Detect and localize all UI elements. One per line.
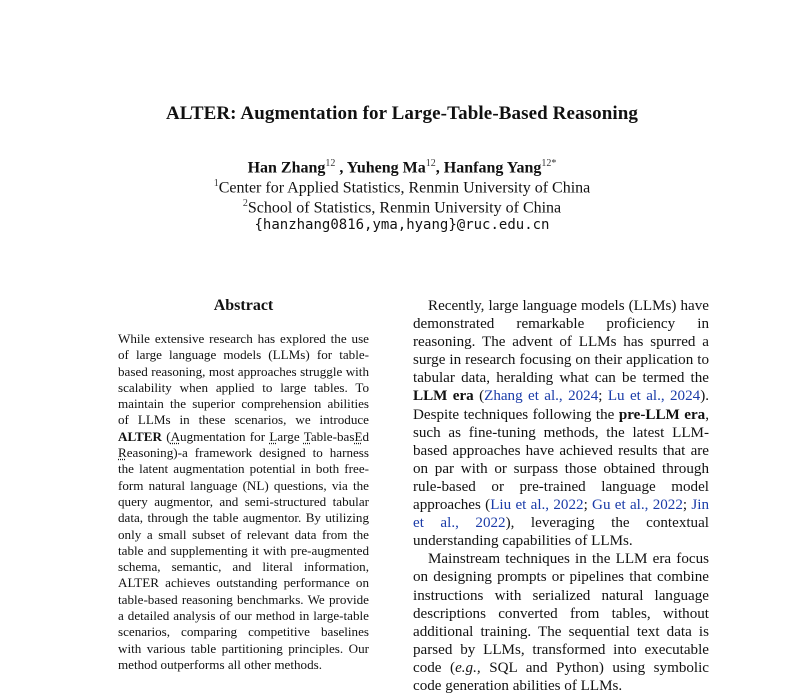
author-separator: ,	[435, 159, 444, 177]
acronym-text: ugmentation for	[180, 428, 270, 444]
intro-paragraph: Recently, large language models (LLMs) have demonstrated remarkable proficiency in reasoning. The advent of LLMs has spurred a surge in research focusing on their application to tabular data, heralding what can be termed the LLM era (Zhang et al., 2024; Lu et al., 2024). Despite techniques following the pre-LLM era, such as fine-tuning methods, the latest LLM-based approaches have achieved results that are on par with or surpass those obtained through rule-based or pre-trained language model approaches (Liu et al., 2022; Gu et al., 2022; Jin et al., 2022), leveraging the contextual understanding capabilities of LLMs.	[413, 298, 710, 550]
body-text: SQL and Python) using symbolic code generation abilities of LLMs.	[413, 659, 710, 694]
abstract-body	[118, 331, 369, 673]
author-affiliation-marker: 12*	[541, 158, 557, 169]
acronym-text: arge	[277, 428, 304, 444]
abstract-text: )-a framework designed to harness the latent augmentation potential in both free-form natural language (NL) questions, via the query augmentor, and semi-structured tabular data, through the table augmentor. By utilizing only a small subset of relevant data from the table and supplementing it with pre-augmented schema, semantic, and literal information, ALTER achieves outstanding performance on table-based reasoning benchmarks. We provide a detailed analysis of our method in large-table scenarios, comparing competitive baselines with various table partitioning principles. Our method outperforms all other methods.	[118, 445, 369, 672]
citation-link[interactable]: Zhang et al., 2024	[484, 388, 599, 405]
abstract-heading: Abstract	[213, 297, 274, 314]
affiliation-marker: 1	[213, 178, 219, 189]
introduction-body	[413, 297, 709, 695]
method-name: ALTER	[118, 428, 162, 444]
body-text: Mainstream techniques in the LLM era focus on designing prompts or pipelines that combine instructions with serialized natural language descriptions converted from tables, without additional training. The sequential text data is parsed by LLMs, transformed into executable code (	[413, 551, 709, 676]
affiliation-text: Center for Applied Statistics, Renmin University of China	[218, 179, 591, 197]
bold-term: pre-LLM era	[618, 406, 706, 423]
intro-paragraph	[413, 550, 709, 695]
acronym-letter: T	[303, 428, 311, 444]
italic-abbrev: e.g.,	[455, 659, 481, 676]
acronym-text: easoning	[126, 445, 174, 461]
author-name: Han Zhang	[247, 159, 326, 177]
bold-term: LLM era	[413, 388, 474, 405]
citation-link[interactable]: Lu et al., 2024	[607, 388, 701, 405]
author-affiliation-marker: 12	[325, 158, 336, 169]
citation-link[interactable]: Jin et al., 2022	[413, 497, 709, 532]
author-name: Yuheng Ma	[346, 159, 426, 177]
author-email[interactable]: {hanzhang0816,yma,hyang}@ruc.edu.cn	[254, 217, 550, 233]
citation-link[interactable]: Gu et al., 2022	[592, 497, 683, 514]
citation-bracket: (	[479, 388, 485, 405]
author-name: Hanfang Yang	[443, 159, 542, 177]
body-text: , such as fine-tuning methods, the latest LLM-based approaches have achieved results that are on par with or surpass those obtained through rule-based or pre-trained language model approaches (	[413, 406, 709, 514]
abstract-text: (	[161, 428, 171, 444]
author-separator: ,	[335, 159, 347, 177]
author-list	[0, 158, 804, 177]
affiliation-text: School of Statistics, Renmin University of China	[247, 199, 562, 217]
body-text: Recently, large language models (LLMs) have demonstrated remarkable proficiency in reasoning. The advent of LLMs has spurred a surge in research focusing on their application to tabular data, heralding what can be termed the	[413, 298, 709, 387]
acronym-text: able-bas	[310, 428, 355, 444]
acronym-letter: L	[269, 428, 278, 444]
acronym-letter: R	[118, 445, 127, 461]
citation-link[interactable]: Liu et al., 2022	[490, 497, 584, 514]
abstract-text: While extensive research has explored the use of large language models (LLMs) for table-based reasoning, most approaches struggle with scalability when applied to large tables. To maintain the superior comprehension abilities of LLMs in these scenarios, we introduce	[118, 331, 369, 428]
acronym-letter: E	[354, 428, 363, 444]
affiliation-marker: 2	[242, 198, 248, 209]
affiliation-line	[0, 178, 804, 197]
author-affiliation-marker: 12	[425, 158, 436, 169]
body-text: ), leveraging the contextual understanding capabilities of LLMs.	[413, 515, 709, 550]
acronym-text: d	[362, 428, 369, 444]
paper-title: ALTER: Augmentation for Large-Table-Based Reasoning	[165, 103, 639, 124]
acronym-letter: A	[170, 428, 181, 444]
affiliation-line	[0, 198, 804, 217]
abstract-paragraph	[118, 331, 369, 673]
body-text: ). Despite techniques following the	[413, 388, 710, 423]
